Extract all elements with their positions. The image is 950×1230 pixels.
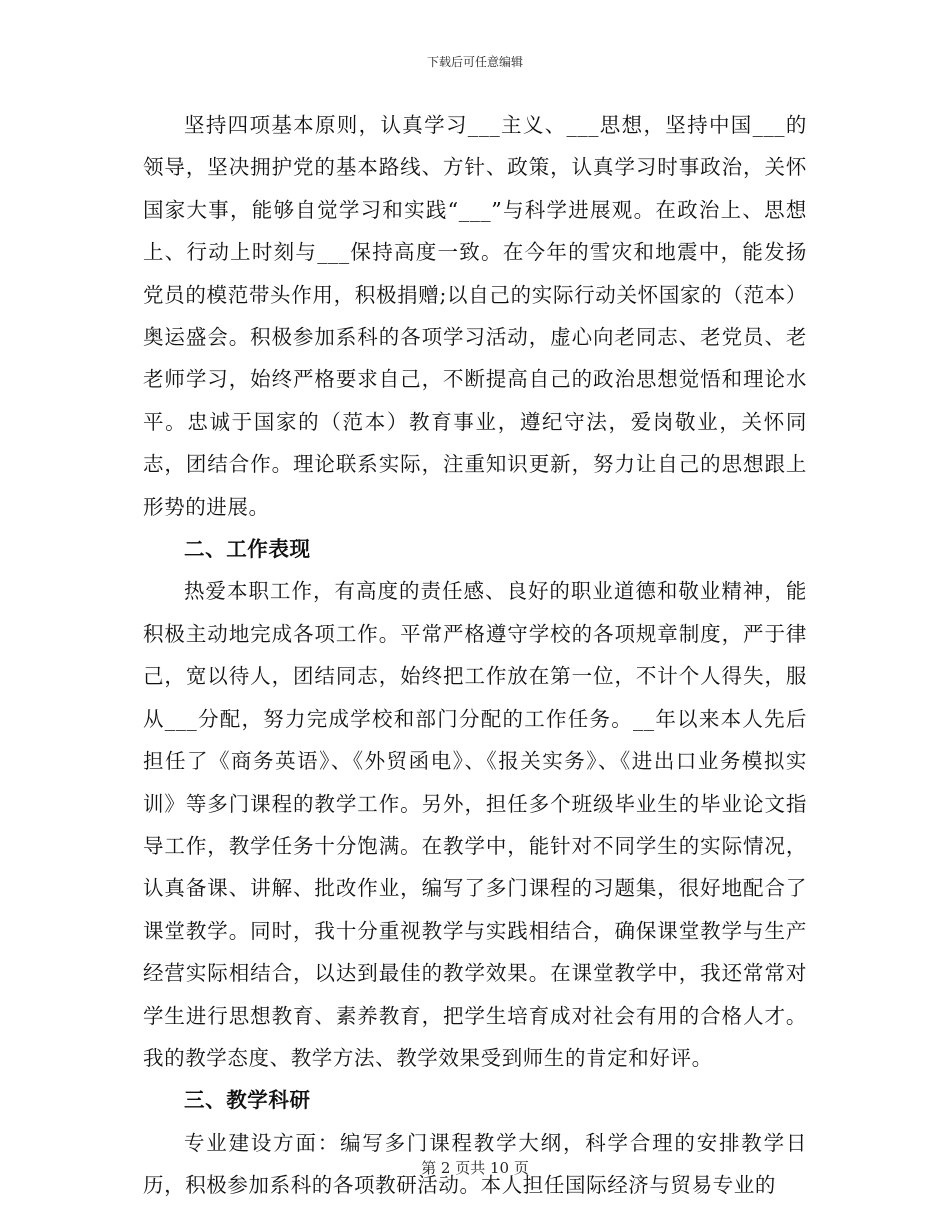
page-footer-page-number: 第 2 页共 10 页	[421, 1159, 529, 1177]
paragraph-political-stance: 坚持四项基本原则，认真学习___主义、___思想，坚持中国___的领导，坚决拥护党的基本路线、方针、政策，认真学习时事政治，关怀国家大事，能够自觉学习和实践“___”与科学进展观。在政治上、思想上、行动上时刻与___保持高度一致。在今年的雪灾和地震中，能发扬党员的模范带头作用，积极捐赠;以自己的实际行动关怀国家的（范本）奥运盛会。积极参加系科的各项学习活动，虚心向老同志、老党员、老老师学习，始终严格要求自己，不断提高自己的政治思想觉悟和理论水平。忠诚于国家的（范本）教育事业，遵纪守法，爱岗敬业，关怀同志，团结合作。理论联系实际，注重知识更新，努力让自己的思想跟上形势的进展。	[143, 113, 807, 519]
paragraph-teaching-research: 专业建设方面：编写多门课程教学大纲，科学合理的安排教学日历，积极参加系科的各项教研活动。本人担任国际经济与贸易专业的	[143, 1130, 807, 1198]
paragraph-work-performance: 热爱本职工作，有高度的责任感、良好的职业道德和敬业精神，能积极主动地完成各项工作。平常严格遵守学校的各项规章制度，严于律己，宽以待人，团结同志，始终把工作放在第一位，不计个人得失，服从___分配，努力完成学校和部门分配的工作任务。__年以来本人先后担任了《商务英语》、《外贸函电》、《报关实务》、《进出口业务模拟实训》等多门课程的教学工作。另外，担任多个班级毕业生的毕业论文指导工作，教学任务十分饱满。在教学中，能针对不同学生的实际情况，认真备课、讲解、批改作业，编写了多门课程的习题集，很好地配合了课堂教学。同时，我十分重视教学与实践相结合，确保课堂教学与生产经营实际相结合，以达到最佳的教学效果。在课堂教学中，我还常常对学生进行思想教育、素养教育，把学生培育成对社会有用的合格人才。我的教学态度、教学方法、教学效果受到师生的肯定和好评。	[143, 579, 807, 1070]
page-header: 下载后可任意编辑	[426, 55, 523, 69]
document-body	[143, 104, 807, 1207]
section-heading-work-performance: 二、工作表现	[184, 537, 311, 562]
section-heading-teaching-research: 三、教学科研	[184, 1088, 311, 1113]
